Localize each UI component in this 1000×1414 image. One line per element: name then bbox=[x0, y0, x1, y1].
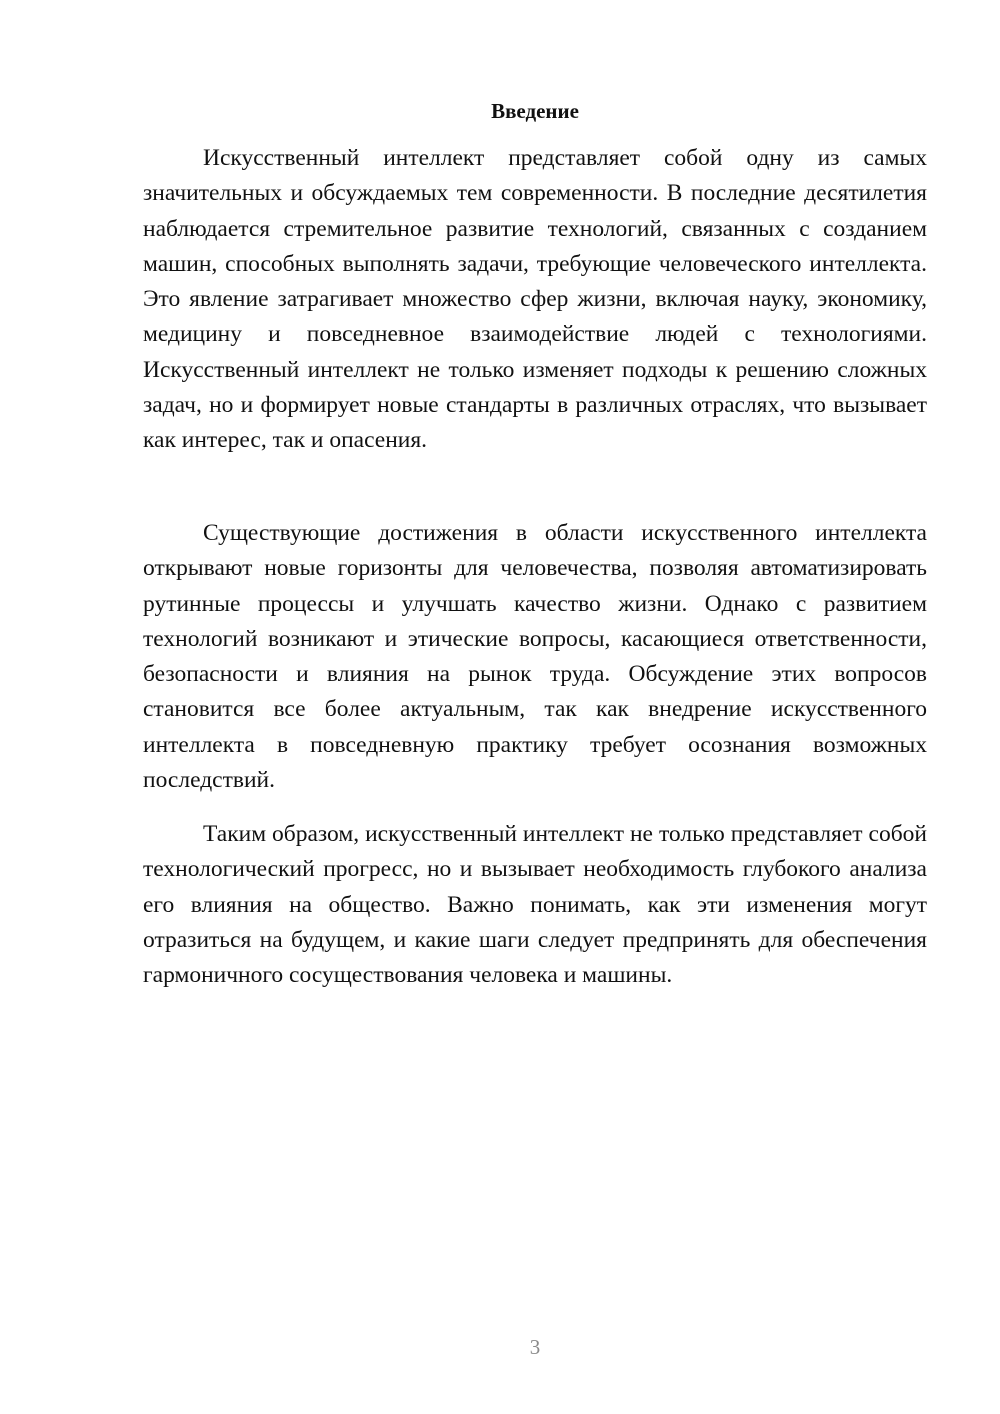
paragraph-2: Существующие достижения в области искусственного интеллекта открывают новые горизонты для человечества, позволяя автоматизировать рутинные процессы и улучшать качество жизни. Однако с развитием технологий возникают и этические вопросы, касающиеся ответственности, безопасности и влияния на рынок труда. Обсуждение этих вопросов становится все более актуальным, так как внедрение искусственного интеллекта в повседневную практику требует осознания возможных последствий. bbox=[143, 520, 927, 794]
page-number: 3 bbox=[529, 1335, 541, 1359]
paragraph-3: Таким образом, искусственный интеллект не только представляет собой технологический прогресс, но и вызывает необходимость глубокого анализа его влияния на общество. Важно понимать, как эти изменения могут отразиться на будущем, и какие шаги следует предпринять для обеспечения гармоничного сосуществования человека и машины. bbox=[143, 821, 927, 989]
section-heading: Введение bbox=[491, 99, 579, 123]
paragraph-1: Искусственный интеллект представляет собой одну из самых значительных и обсуждаемых тем современности. В последние десятилетия наблюдается стремительное развитие технологий, связанных с созданием машин, способных выполнять задачи, требующие человеческого интеллекта. Это явление затрагивает множество сфер жизни, включая науку, экономику, медицину и повседневное взаимодействие людей с технологиями. Искусственный интеллект не только изменяет подходы к решению сложных задач, но и формирует новые стандарты в различных отраслях, что вызывает как интерес, так и опасения. bbox=[143, 145, 927, 454]
